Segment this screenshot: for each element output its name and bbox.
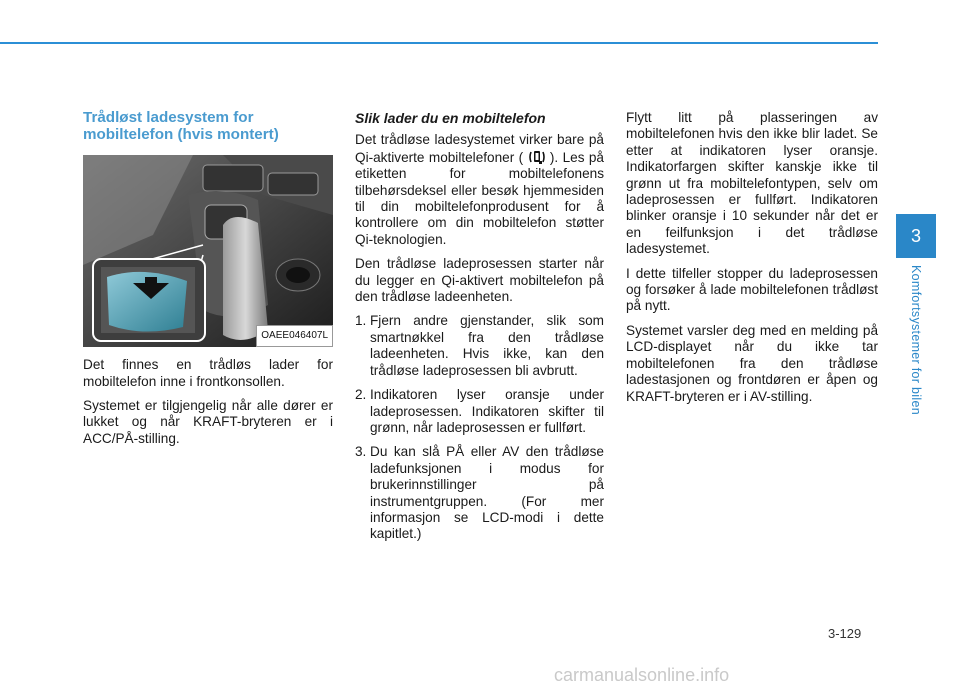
col3-paragraph-3: Systemet varsler deg med en melding på LCD-displayet når du ikke tar mobiltelefonen fra den trådløse ladestasjonen og frontdøren er åpen og KRAFT-bryteren er i AV-stilling.: [626, 322, 878, 404]
header-rule: [0, 42, 878, 44]
steps-list: [355, 313, 604, 542]
qi-icon: [528, 149, 546, 165]
list-item: [355, 444, 604, 542]
column-1: [83, 110, 333, 455]
step-number: 3.: [355, 444, 367, 460]
step-number: 2.: [355, 387, 367, 403]
col2-paragraph-2: Den trådløse ladeprosessen starter når du legger en Qi-aktivert mobiltelefon på den trådløse ladeenheten.: [355, 256, 604, 305]
console-illustration: [83, 155, 333, 347]
col2-paragraph-1-start: Det trådløse ladesystemet virker bare på Qi-aktiverte mobiltelefoner (: [355, 132, 604, 165]
watermark[interactable]: carmanualsonline.info: [554, 665, 730, 685]
col2-paragraph-1: [355, 132, 604, 248]
step-text: Indikatoren lyser oransje under ladeprosessen. Indikatoren skifter til grønn, når ladeprosessen er fullført.: [370, 387, 604, 435]
step-text: Du kan slå PÅ eller AV den trådløse ladefunksjonen i modus for brukerinnstillinger på instrumentgruppen. (For mer informasjon se LCD-modi i dette kapitlet.): [370, 444, 604, 542]
page-number: 3-129: [828, 626, 862, 641]
step-text: Fjern andre gjenstander, slik som smartnøkkel fra den trådløse ladeenheten. Hvis ikke, kan den trådløse ladeprosessen bli avbrutt.: [370, 313, 604, 378]
col3-paragraph-2: I dette tilfeller stopper du ladeprosessen og forsøker å lade mobiltelefonen trådløst på nytt.: [626, 265, 878, 314]
col1-paragraph-2: Systemet er tilgjengelig når alle dører er lukket og når KRAFT-bryteren er i ACC/PÅ-stilling.: [83, 398, 333, 446]
chapter-number: 3: [910, 225, 921, 246]
column-2: [355, 110, 604, 551]
figure-code: OAEE046407L: [256, 325, 333, 347]
col1-paragraph-1: Det finnes en trådløs lader for mobiltelefon inne i frontkonsollen.: [83, 357, 333, 389]
console-figure: [83, 155, 333, 347]
col3-paragraph-1: Flytt litt på plasseringen av mobiltelefonen hvis den ikke blir ladet. Se etter at indikatoren lyser oransje. Indikatorfargen skifter kanskje ikke til grønn ut fra mobiltelefontypen, selv om ladeprosessen er fullført. Indikatoren blinker oransje i 10 sekunder når det er en feilfunksjon i det trådløse ladesystemet.: [626, 110, 878, 257]
list-item: [355, 387, 604, 436]
step-number: 1.: [355, 313, 367, 329]
subsection-title: Slik lader du en mobiltelefon: [355, 110, 546, 126]
col2-paragraph-1-end: ). Les på etiketten for mobiltelefonens tilbehørsdeksel eller besøk hjemmesiden til din mobiltelefonprodusent for å kontrollere om din mobiltelefon støtter Qi-teknologien.: [355, 149, 604, 247]
list-item: [355, 313, 604, 379]
chapter-title: Komfortsystemer for bilen: [909, 265, 923, 415]
chapter-tab[interactable]: [896, 214, 936, 258]
section-title: Trådløst ladesystem for mobiltelefon (hvis montert): [83, 109, 279, 143]
column-3: [626, 110, 878, 413]
